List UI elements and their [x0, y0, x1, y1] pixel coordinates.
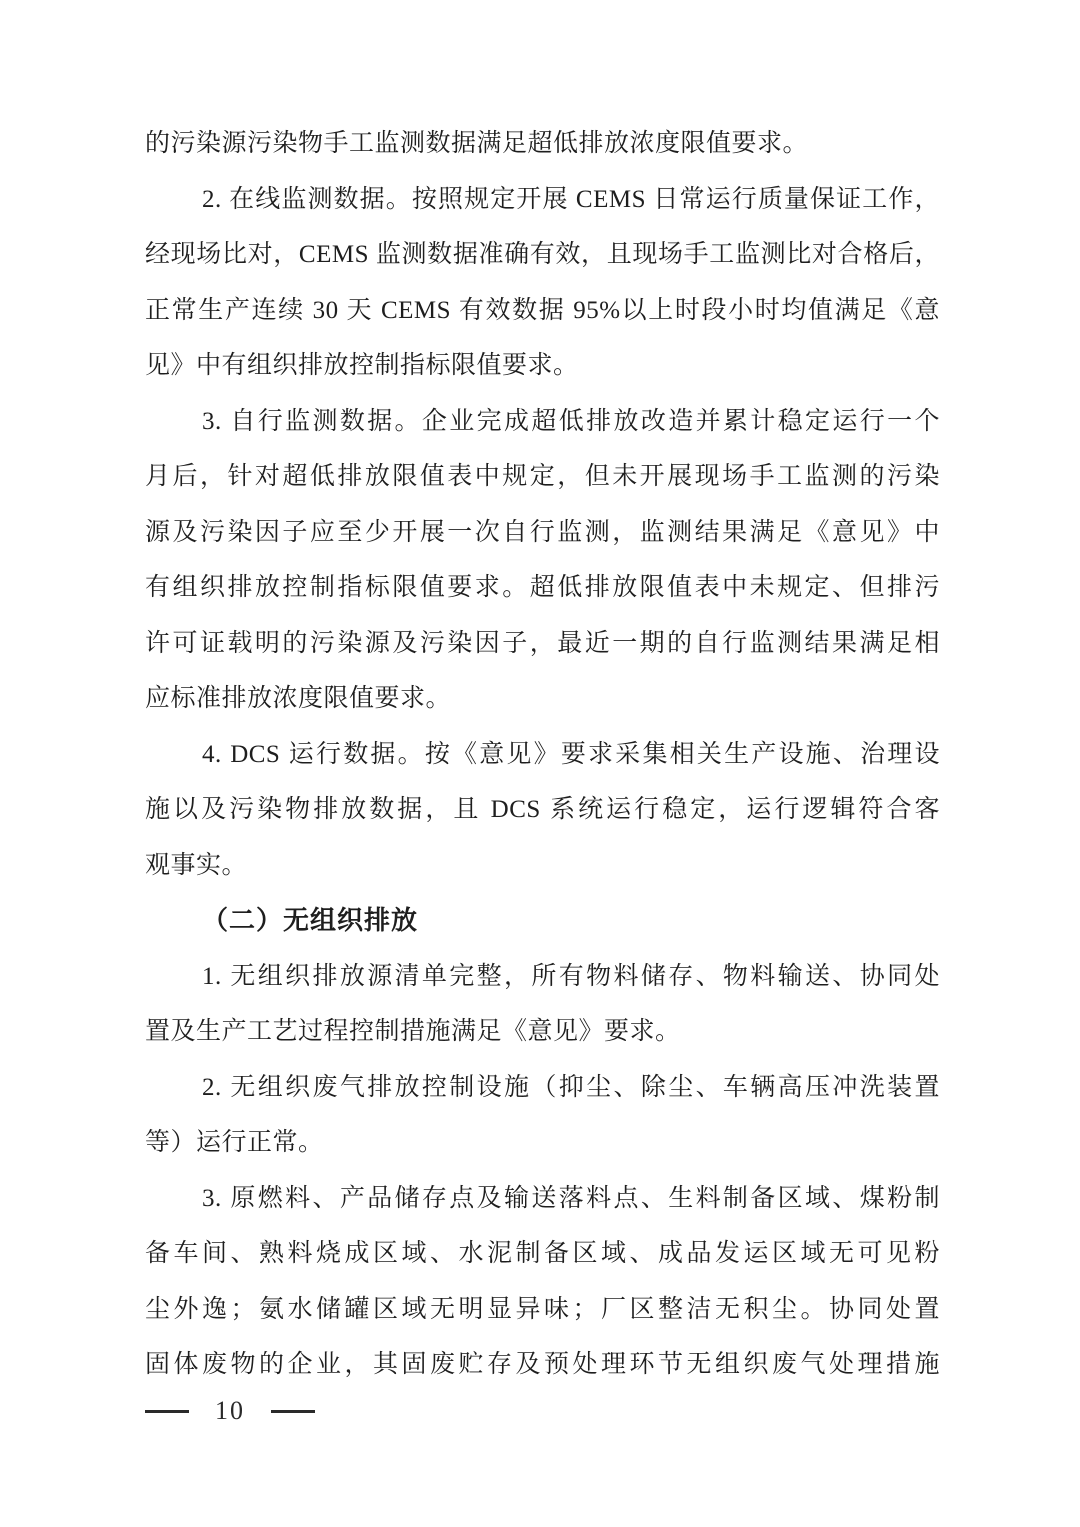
text-line: 正常生产连续 30 天 CEMS 有效数据 95%以上时段小时均值满足《意: [145, 296, 940, 324]
text-line: 见》中有组织排放控制指标限值要求。: [145, 352, 579, 379]
text-line: 备车间、熟料烧成区域、水泥制备区域、成品发运区域无可见粉: [145, 1240, 940, 1267]
text-line: 置及生产工艺过程控制措施满足《意见》要求。: [145, 1018, 681, 1045]
text-line: 应标准排放浓度限值要求。: [145, 685, 452, 712]
footer-right-dash: [271, 1410, 315, 1413]
text-line: 4. DCS 运行数据。按《意见》要求采集相关生产设施、治理设: [202, 740, 940, 768]
text-line: 固体废物的企业，其固废贮存及预处理环节无组织废气处理措施: [145, 1351, 940, 1378]
text-line: 月后，针对超低排放限值表中规定，但未开展现场手工监测的污染: [145, 463, 940, 490]
text-line: 经现场比对，CEMS 监测数据准确有效，且现场手工监测比对合格后，: [145, 241, 940, 268]
text-line: 源及污染因子应至少开展一次自行监测，监测结果满足《意见》中: [145, 518, 940, 546]
text-line: 2. 无组织废气排放控制设施（抑尘、除尘、车辆高压冲洗装置: [202, 1073, 940, 1101]
text-line: 观事实。: [145, 851, 248, 879]
footer-left-dash: [145, 1410, 189, 1413]
text-line: 2. 在线监测数据。按照规定开展 CEMS 日常运行质量保证工作，: [202, 185, 940, 213]
text-line: 等）运行正常。: [145, 1129, 324, 1156]
text-line: 1. 无组织排放源清单完整，所有物料储存、物料输送、协同处: [202, 962, 940, 990]
document-body: [145, 116, 940, 1393]
text-line: 施以及污染物排放数据，且 DCS 系统运行稳定，运行逻辑符合客: [145, 796, 940, 823]
text-line: 的污染源污染物手工监测数据满足超低排放浓度限值要求。: [145, 130, 809, 157]
text-line: 3. 原燃料、产品储存点及输送落料点、生料制备区域、煤粉制: [202, 1184, 940, 1212]
page-footer: [145, 1396, 315, 1426]
text-line: 3. 自行监测数据。企业完成超低排放改造并累计稳定运行一个: [202, 407, 940, 435]
section-heading: （二）无组织排放: [202, 905, 419, 935]
text-line: 有组织排放控制指标限值要求。超低排放限值表中未规定、但排污: [145, 574, 940, 601]
text-line: 尘外逸；氨水储罐区域无明显异味；厂区整洁无积尘。协同处置: [145, 1295, 940, 1323]
page-number: 10: [215, 1396, 245, 1425]
text-line: 许可证载明的污染源及污染因子，最近一期的自行监测结果满足相: [145, 629, 940, 657]
